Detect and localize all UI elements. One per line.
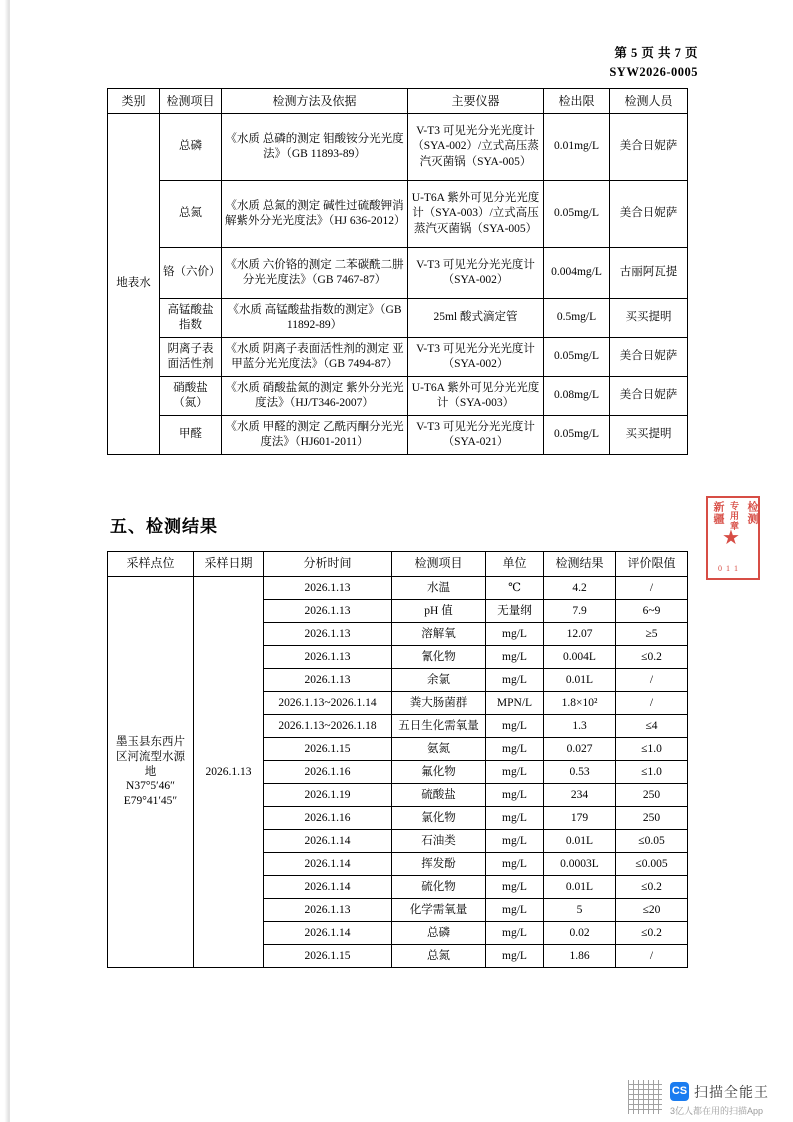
evaluation-limit-cell: ≤0.2: [616, 646, 688, 669]
report-number-text: SYW2026-0005: [609, 64, 698, 79]
limit-cell: 0.08mg/L: [544, 377, 610, 416]
result-cell: 0.53: [544, 761, 616, 784]
evaluation-limit-cell: ≤1.0: [616, 761, 688, 784]
result-cell: 1.8×10²: [544, 692, 616, 715]
col-sample-date: 采样日期: [194, 552, 264, 577]
test-item-cell: 硫化物: [392, 876, 486, 899]
analysis-time-cell: 2026.1.13: [264, 669, 392, 692]
unit-cell: mg/L: [486, 945, 544, 968]
col-analysis-time: 分析时间: [264, 552, 392, 577]
evaluation-limit-cell: /: [616, 945, 688, 968]
methods-table: [107, 88, 688, 455]
unit-cell: MPN/L: [486, 692, 544, 715]
table-row: [108, 114, 688, 181]
test-item-cell: 溶解氧: [392, 623, 486, 646]
analysis-time-cell: 2026.1.15: [264, 738, 392, 761]
result-cell: 0.0003L: [544, 853, 616, 876]
unit-cell: mg/L: [486, 784, 544, 807]
operator-cell: 古丽阿瓦提: [610, 248, 688, 299]
col-site: 采样点位: [108, 552, 194, 577]
unit-cell: mg/L: [486, 830, 544, 853]
limit-cell: 0.01mg/L: [544, 114, 610, 181]
unit-cell: mg/L: [486, 715, 544, 738]
test-item-cell: 总氮: [392, 945, 486, 968]
col-result: 检测结果: [544, 552, 616, 577]
limit-cell: 0.05mg/L: [544, 416, 610, 455]
result-cell: 5: [544, 899, 616, 922]
analysis-time-cell: 2026.1.13: [264, 577, 392, 600]
item-cell: 铬（六价）: [160, 248, 222, 299]
item-cell: 硝酸盐（氮）: [160, 377, 222, 416]
app-tagline-text: 3亿人都在用的扫描App: [670, 1106, 764, 1116]
evaluation-limit-cell: 250: [616, 807, 688, 830]
analysis-time-cell: 2026.1.13: [264, 899, 392, 922]
analysis-time-cell: 2026.1.13: [264, 646, 392, 669]
result-cell: 0.01L: [544, 830, 616, 853]
result-cell: 0.004L: [544, 646, 616, 669]
test-item-cell: 五日生化需氧量: [392, 715, 486, 738]
method-cell: 《水质 甲醛的测定 乙酰丙酮分光光度法》（HJ601-2011）: [222, 416, 408, 455]
test-item-cell: 氟化物: [392, 761, 486, 784]
result-cell: 0.01L: [544, 876, 616, 899]
analysis-time-cell: 2026.1.14: [264, 830, 392, 853]
unit-cell: mg/L: [486, 669, 544, 692]
evaluation-limit-cell: 250: [616, 784, 688, 807]
result-cell: 0.02: [544, 922, 616, 945]
operator-cell: 美合日妮萨: [610, 338, 688, 377]
instrument-cell: 25ml 酸式滴定管: [408, 299, 544, 338]
analysis-time-cell: 2026.1.19: [264, 784, 392, 807]
evaluation-limit-cell: ≤20: [616, 899, 688, 922]
table-row: [108, 416, 688, 455]
col-item: 检测项目: [160, 89, 222, 114]
site-cell: 墨玉县东西片区河流型水源地 N37°5′46″ E79°41′45″: [108, 577, 194, 968]
test-item-cell: pH 值: [392, 600, 486, 623]
operator-cell: 买买提明: [610, 299, 688, 338]
analysis-time-cell: 2026.1.15: [264, 945, 392, 968]
page-number-text: 第 5 页 共 7 页: [614, 46, 698, 60]
item-cell: 甲醛: [160, 416, 222, 455]
analysis-time-cell: 2026.1.13~2026.1.14: [264, 692, 392, 715]
result-cell: 0.01L: [544, 669, 616, 692]
item-cell: 高锰酸盐指数: [160, 299, 222, 338]
instrument-cell: V-T3 可见光分光光度计（SYA-002）/立式高压蒸汽灭菌锅（SYA-005）: [408, 114, 544, 181]
operator-cell: 美合日妮萨: [610, 181, 688, 248]
evaluation-limit-cell: ≤4: [616, 715, 688, 738]
item-cell: 阴离子表面活性剂: [160, 338, 222, 377]
result-cell: 179: [544, 807, 616, 830]
camscanner-logo-icon: CS: [670, 1082, 689, 1101]
analysis-time-cell: 2026.1.14: [264, 853, 392, 876]
analysis-time-cell: 2026.1.13~2026.1.18: [264, 715, 392, 738]
test-item-cell: 挥发酚: [392, 853, 486, 876]
evaluation-limit-cell: ≥5: [616, 623, 688, 646]
result-cell: 1.3: [544, 715, 616, 738]
seal-text-line2: 检测: [746, 501, 758, 525]
unit-cell: ℃: [486, 577, 544, 600]
instrument-cell: V-T3 可见光分光光度计（SYA-002）: [408, 248, 544, 299]
col-evaluation-limit: 评价限值: [616, 552, 688, 577]
test-item-cell: 余氯: [392, 669, 486, 692]
evaluation-limit-cell: ≤0.2: [616, 876, 688, 899]
instrument-cell: V-T3 可见光分光光度计（SYA-021）: [408, 416, 544, 455]
col-detection-limit: 检出限: [544, 89, 610, 114]
results-table-header-row: [108, 552, 688, 577]
analysis-time-cell: 2026.1.13: [264, 600, 392, 623]
test-item-cell: 氰化物: [392, 646, 486, 669]
unit-cell: mg/L: [486, 646, 544, 669]
table-row: [108, 299, 688, 338]
table-row: [108, 338, 688, 377]
unit-cell: mg/L: [486, 899, 544, 922]
methods-table-header-row: [108, 89, 688, 114]
unit-cell: mg/L: [486, 922, 544, 945]
test-item-cell: 水温: [392, 577, 486, 600]
seal-text-line3: 专用章: [729, 501, 739, 531]
analysis-time-cell: 2026.1.14: [264, 876, 392, 899]
instrument-cell: U-T6A 紫外可见分光光度计（SYA-003）: [408, 377, 544, 416]
result-cell: 4.2: [544, 577, 616, 600]
analysis-time-cell: 2026.1.16: [264, 761, 392, 784]
test-item-cell: 粪大肠菌群: [392, 692, 486, 715]
unit-cell: 无量纲: [486, 600, 544, 623]
unit-cell: mg/L: [486, 761, 544, 784]
analysis-time-cell: 2026.1.13: [264, 623, 392, 646]
method-cell: 《水质 硝酸盐氮的测定 紫外分光光度法》（HJ/T346-2007）: [222, 377, 408, 416]
page-binding-line: [8, 0, 10, 1122]
evaluation-limit-cell: /: [616, 669, 688, 692]
test-item-cell: 氨氮: [392, 738, 486, 761]
col-method: 检测方法及依据: [222, 89, 408, 114]
result-cell: 7.9: [544, 600, 616, 623]
unit-cell: mg/L: [486, 876, 544, 899]
col-test-item: 检测项目: [392, 552, 486, 577]
evaluation-limit-cell: ≤0.05: [616, 830, 688, 853]
official-seal-stamp: [700, 492, 768, 584]
app-name-text: 扫描全能王: [694, 1084, 769, 1100]
evaluation-limit-cell: /: [616, 577, 688, 600]
unit-cell: mg/L: [486, 807, 544, 830]
result-cell: 12.07: [544, 623, 616, 646]
item-cell: 总磷: [160, 114, 222, 181]
limit-cell: 0.05mg/L: [544, 338, 610, 377]
table-row: [108, 248, 688, 299]
table-row: [108, 181, 688, 248]
section-title: 五、检测结果: [110, 517, 218, 536]
sample-date-cell: 2026.1.13: [194, 577, 264, 968]
test-item-cell: 硫酸盐: [392, 784, 486, 807]
limit-cell: 0.004mg/L: [544, 248, 610, 299]
col-operator: 检测人员: [610, 89, 688, 114]
result-cell: 234: [544, 784, 616, 807]
table-row: [108, 377, 688, 416]
instrument-cell: V-T3 可见光分光光度计（SYA-002）: [408, 338, 544, 377]
result-cell: 1.86: [544, 945, 616, 968]
test-item-cell: 化学需氧量: [392, 899, 486, 922]
page-header: [609, 44, 698, 82]
qr-code-icon: [628, 1080, 662, 1114]
results-table: [107, 551, 688, 968]
operator-cell: 美合日妮萨: [610, 377, 688, 416]
result-cell: 0.027: [544, 738, 616, 761]
limit-cell: 0.05mg/L: [544, 181, 610, 248]
scanner-watermark: [628, 1078, 778, 1122]
item-cell: 总氮: [160, 181, 222, 248]
method-cell: 《水质 总磷的测定 钼酸铵分光光度法》（GB 11893-89）: [222, 114, 408, 181]
method-cell: 《水质 总氮的测定 碱性过硫酸钾消解紫外分光光度法》（HJ 636-2012）: [222, 181, 408, 248]
seal-text-line1: 新疆: [712, 501, 724, 525]
method-cell: 《水质 六价铬的测定 二苯碳酰二肼分光光度法》（GB 7467-87）: [222, 248, 408, 299]
evaluation-limit-cell: /: [616, 692, 688, 715]
evaluation-limit-cell: ≤0.2: [616, 922, 688, 945]
analysis-time-cell: 2026.1.16: [264, 807, 392, 830]
star-icon: ★: [722, 527, 740, 549]
instrument-cell: U-T6A 紫外可见分光光度计（SYA-003）/立式高压蒸汽灭菌锅（SYA-005）: [408, 181, 544, 248]
seal-number: 0 1 1: [718, 564, 739, 573]
evaluation-limit-cell: 6~9: [616, 600, 688, 623]
method-cell: 《水质 阴离子表面活性剂的测定 亚甲蓝分光光度法》（GB 7494-87）: [222, 338, 408, 377]
operator-cell: 买买提明: [610, 416, 688, 455]
test-item-cell: 石油类: [392, 830, 486, 853]
limit-cell: 0.5mg/L: [544, 299, 610, 338]
unit-cell: mg/L: [486, 738, 544, 761]
test-item-cell: 总磷: [392, 922, 486, 945]
table-row: [108, 577, 688, 600]
col-unit: 单位: [486, 552, 544, 577]
evaluation-limit-cell: ≤1.0: [616, 738, 688, 761]
col-instrument: 主要仪器: [408, 89, 544, 114]
col-category: 类别: [108, 89, 160, 114]
category-cell: 地表水: [108, 114, 160, 455]
unit-cell: mg/L: [486, 853, 544, 876]
evaluation-limit-cell: ≤0.005: [616, 853, 688, 876]
unit-cell: mg/L: [486, 623, 544, 646]
test-item-cell: 氯化物: [392, 807, 486, 830]
analysis-time-cell: 2026.1.14: [264, 922, 392, 945]
operator-cell: 美合日妮萨: [610, 114, 688, 181]
method-cell: 《水质 高锰酸盐指数的测定》（GB 11892-89）: [222, 299, 408, 338]
